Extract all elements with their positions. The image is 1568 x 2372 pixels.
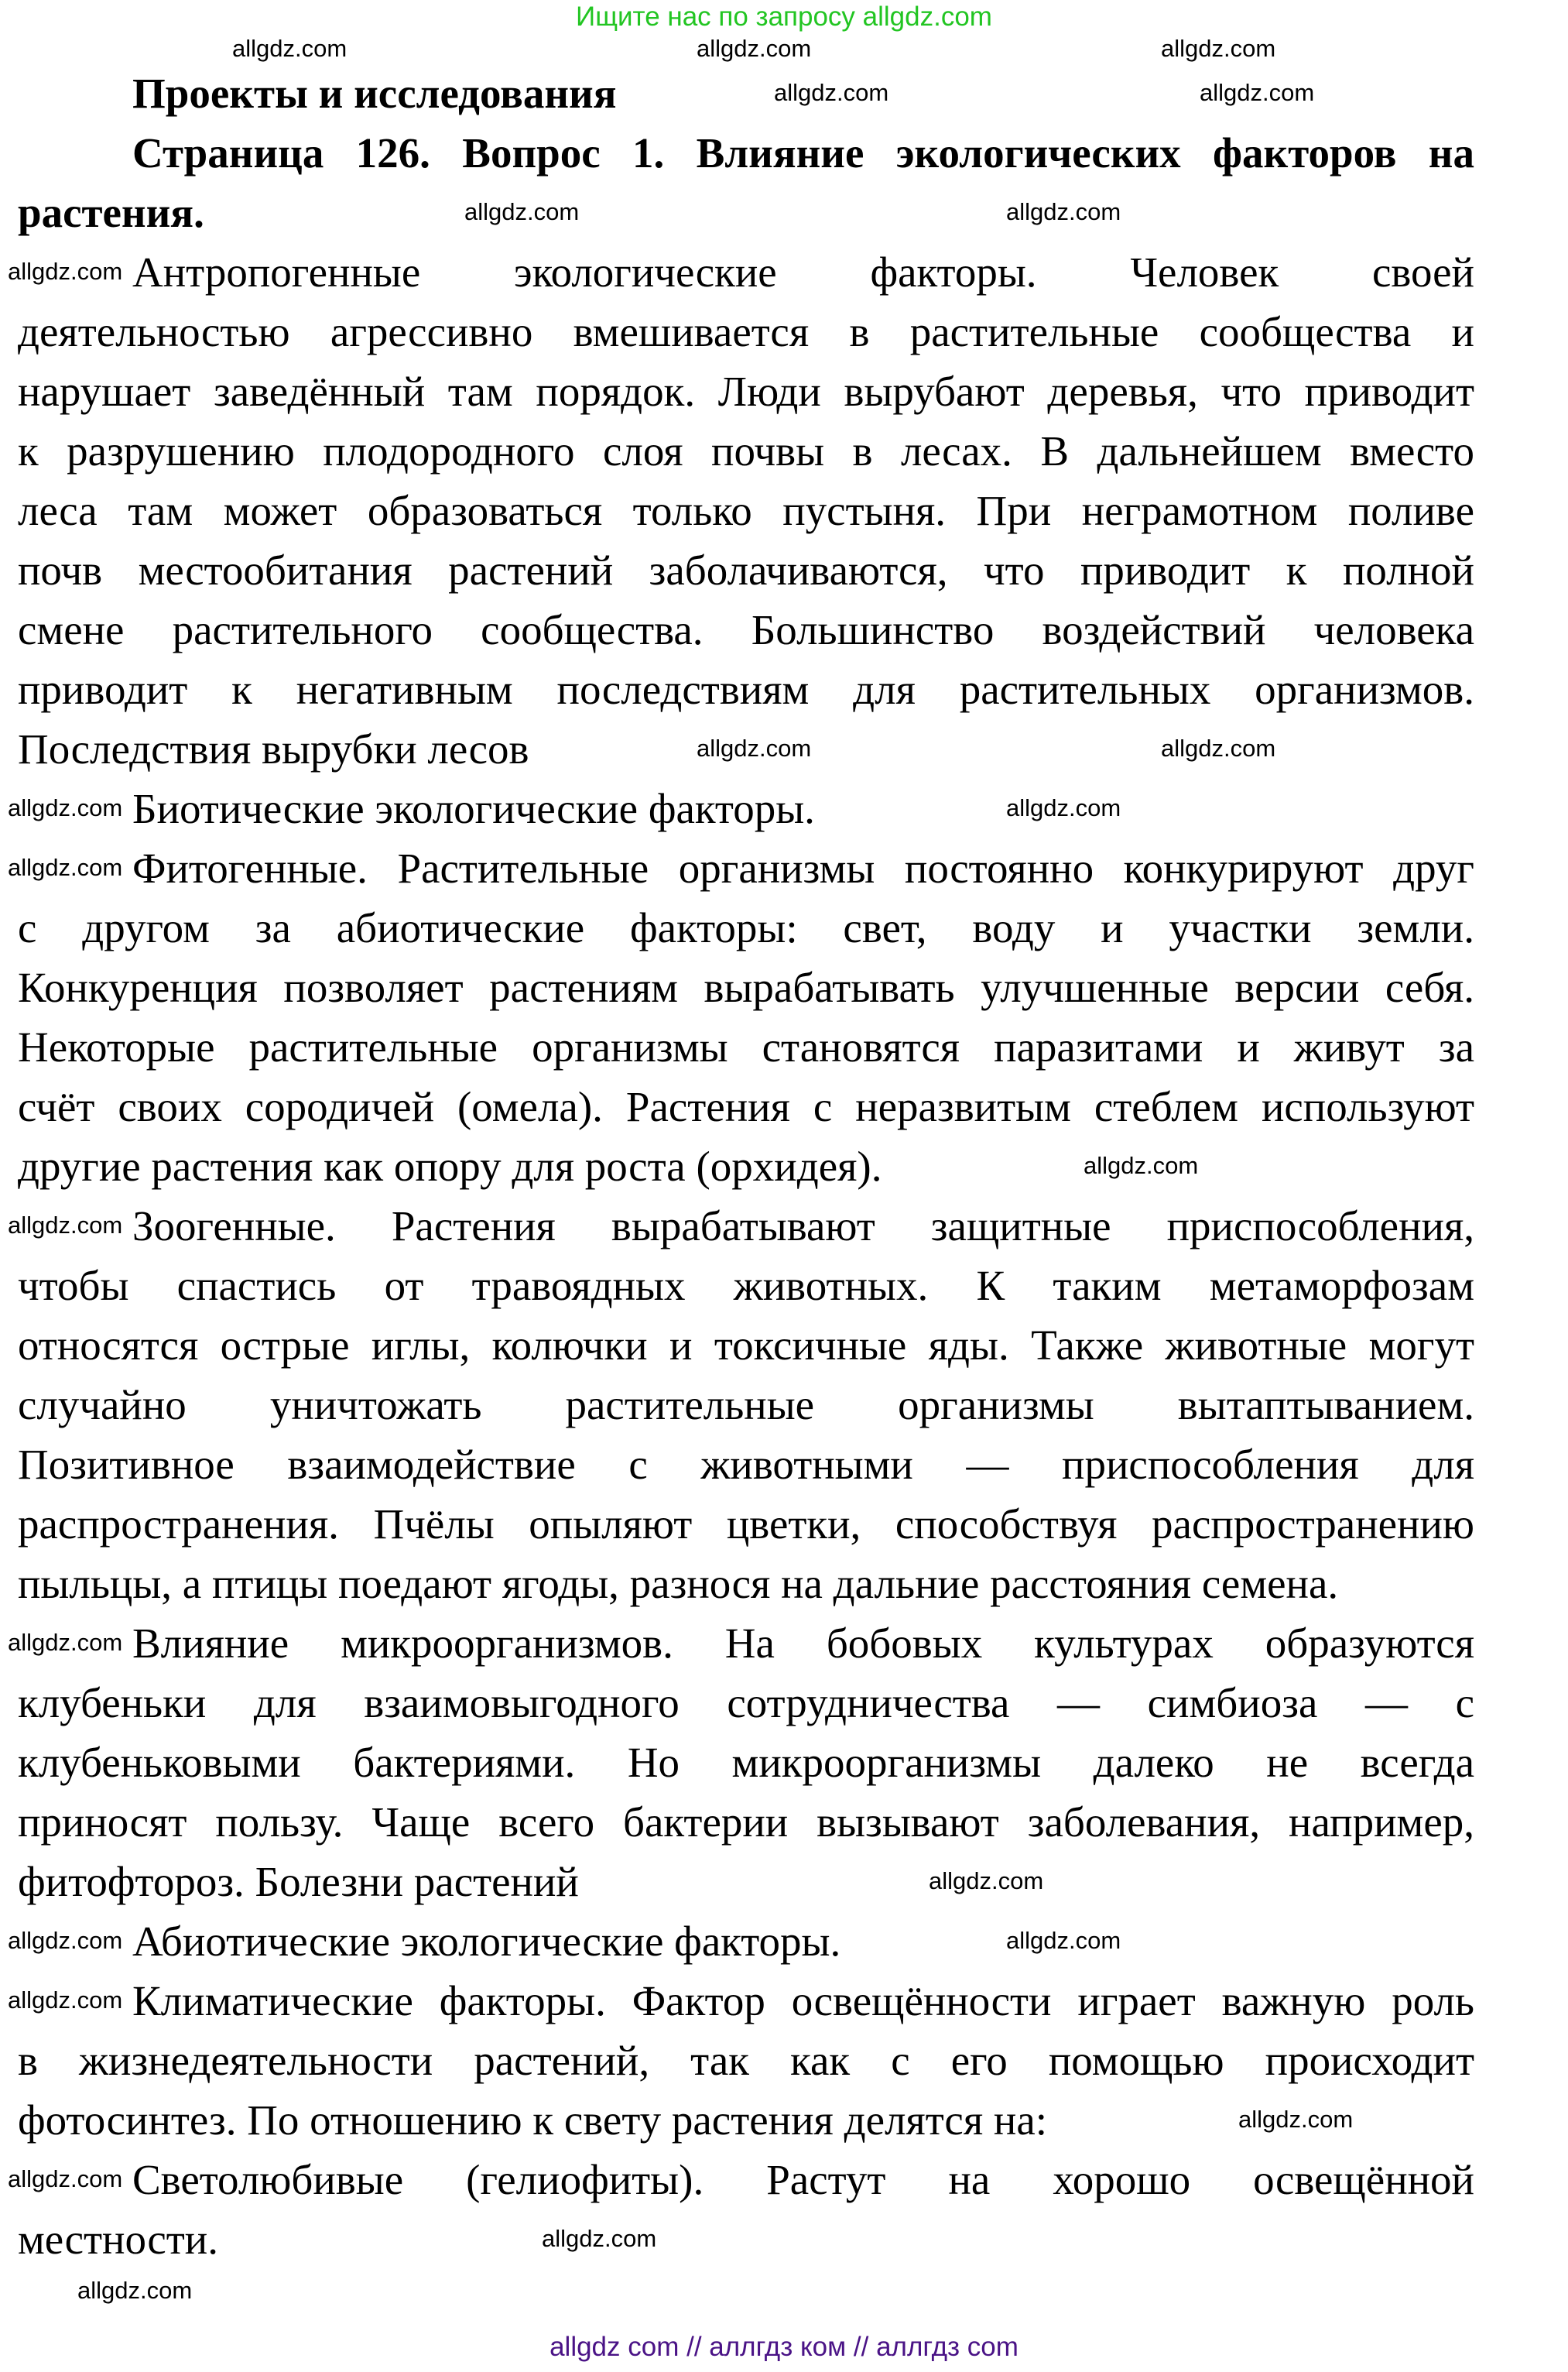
text-line: Абиотические экологические факторы.	[132, 1918, 841, 1965]
text-line: Позитивное взаимодействие с животными — приспособления для	[18, 1441, 1474, 1488]
text-line: относятся острые иглы, колючки и токсичные яды. Также животные могут	[18, 1321, 1474, 1369]
watermark: allgdz.com	[1161, 735, 1276, 762]
paragraph	[18, 779, 1474, 838]
text-line: другие растения как опору для роста (орхидея).	[18, 1143, 882, 1190]
watermark: allgdz.com	[8, 1212, 123, 1239]
heading	[18, 123, 1474, 242]
text-line: леса там может образоваться только пустыня. При неграмотном поливе	[18, 487, 1474, 534]
text-line: Конкуренция позволяет растениям вырабатывать улучшенные версии себя.	[18, 964, 1474, 1011]
watermark: allgdz.com	[1006, 794, 1121, 821]
text-line: фитофтороз. Болезни растений	[18, 1858, 579, 1905]
text-line: клубеньковыми бактериями. Но микроорганизмы далеко не всегда	[18, 1739, 1474, 1786]
watermark: allgdz.com	[929, 1867, 1044, 1894]
text-line: приводит к негативным последствиям для растительных организмов.	[18, 666, 1474, 713]
watermark: allgdz.com	[8, 2165, 123, 2192]
text-line: распространения. Пчёлы опыляют цветки, способствуя распространению	[18, 1500, 1474, 1548]
paragraph	[18, 1613, 1474, 1911]
watermark: allgdz.com	[542, 2225, 657, 2252]
watermark: allgdz.com	[697, 35, 812, 62]
text-line: деятельностью агрессивно вмешивается в растительные сообщества и	[18, 308, 1474, 355]
watermark: allgdz.com	[697, 735, 812, 762]
text-line: почв местообитания растений заболачиваются, что приводит к полной	[18, 547, 1474, 594]
text-line: счёт своих сородичей (омела). Растения с неразвитым стеблем используют	[18, 1083, 1474, 1130]
watermark: allgdz.com	[8, 1986, 123, 2014]
text-line: с другом за абиотические факторы: свет, воду и участки земли.	[18, 904, 1474, 951]
text-line: случайно уничтожать растительные организмы вытаптыванием.	[18, 1381, 1474, 1428]
watermark: allgdz.com	[77, 2277, 193, 2304]
text-line: Проекты и исследования	[132, 70, 617, 117]
text-line: растения.	[18, 189, 204, 236]
text-line: Климатические факторы. Фактор освещённости играет важную роль	[132, 1977, 1474, 2024]
watermark: allgdz.com	[8, 258, 123, 285]
watermark: allgdz.com	[1006, 1927, 1121, 1954]
watermark: allgdz.com	[8, 1629, 123, 1656]
watermark: allgdz.com	[1200, 79, 1315, 106]
paragraph	[18, 242, 1474, 779]
watermark: allgdz.com	[232, 35, 347, 62]
text-line: нарушает заведённый там порядок. Люди вырубают деревья, что приводит	[18, 368, 1474, 415]
text-line: приносят пользу. Чаще всего бактерии вызывают заболевания, например,	[18, 1798, 1474, 1846]
text-line: смене растительного сообщества. Большинство воздействий человека	[18, 606, 1474, 653]
watermark: allgdz.com	[8, 854, 123, 881]
text-line: пыльцы, а птицы поедают ягоды, разнося на дальние расстояния семена.	[18, 1560, 1339, 1607]
paragraph	[18, 1196, 1474, 1613]
watermark: allgdz.com	[464, 198, 580, 225]
text-line: Последствия вырубки лесов	[18, 725, 529, 773]
search-banner[interactable]: Ищите нас по запросу allgdz.com	[576, 2, 992, 32]
paragraph	[18, 2150, 1474, 2269]
paragraph	[18, 1911, 1474, 1971]
watermark: allgdz.com	[1238, 2106, 1354, 2133]
text-line: Страница 126. Вопрос 1. Влияние экологических факторов на	[132, 129, 1474, 177]
text-line: Фитогенные. Растительные организмы постоянно конкурируют друг	[132, 845, 1474, 892]
text-line: Некоторые растительные организмы становятся паразитами и живут за	[18, 1023, 1474, 1071]
watermark: allgdz.com	[774, 79, 889, 106]
watermark: allgdz.com	[8, 1927, 123, 1954]
text-line: фотосинтез. По отношению к свету растения делятся на:	[18, 2096, 1048, 2144]
document-body	[18, 63, 1474, 2269]
text-line: Зоогенные. Растения вырабатывают защитные приспособления,	[132, 1202, 1474, 1249]
text-line: к разрушению плодородного слоя почвы в лесах. В дальнейшем вместо	[18, 427, 1474, 475]
watermark: allgdz.com	[1161, 35, 1276, 62]
text-line: в жизнедеятельности растений, так как с его помощью происходит	[18, 2037, 1474, 2084]
watermark: allgdz.com	[1006, 198, 1121, 225]
text-line: местности.	[18, 2216, 218, 2263]
watermark: allgdz.com	[8, 794, 123, 821]
watermark: allgdz.com	[1084, 1152, 1199, 1179]
text-line: клубеньки для взаимовыгодного сотрудничества — симбиоза — с	[18, 1679, 1474, 1726]
text-line: Влияние микроорганизмов. На бобовых культурах образуются	[132, 1620, 1474, 1667]
text-line: Антропогенные экологические факторы. Человек своей	[132, 249, 1474, 296]
footer-links[interactable]: allgdz com // аллгдз ком // аллгдз com	[549, 2332, 1019, 2362]
paragraph	[18, 838, 1474, 1196]
text-line: Биотические экологические факторы.	[132, 785, 815, 832]
text-line: Светолюбивые (гелиофиты). Растут на хорошо освещённой	[132, 2156, 1474, 2203]
text-line: чтобы спастись от травоядных животных. К таким метаморфозам	[18, 1262, 1474, 1309]
